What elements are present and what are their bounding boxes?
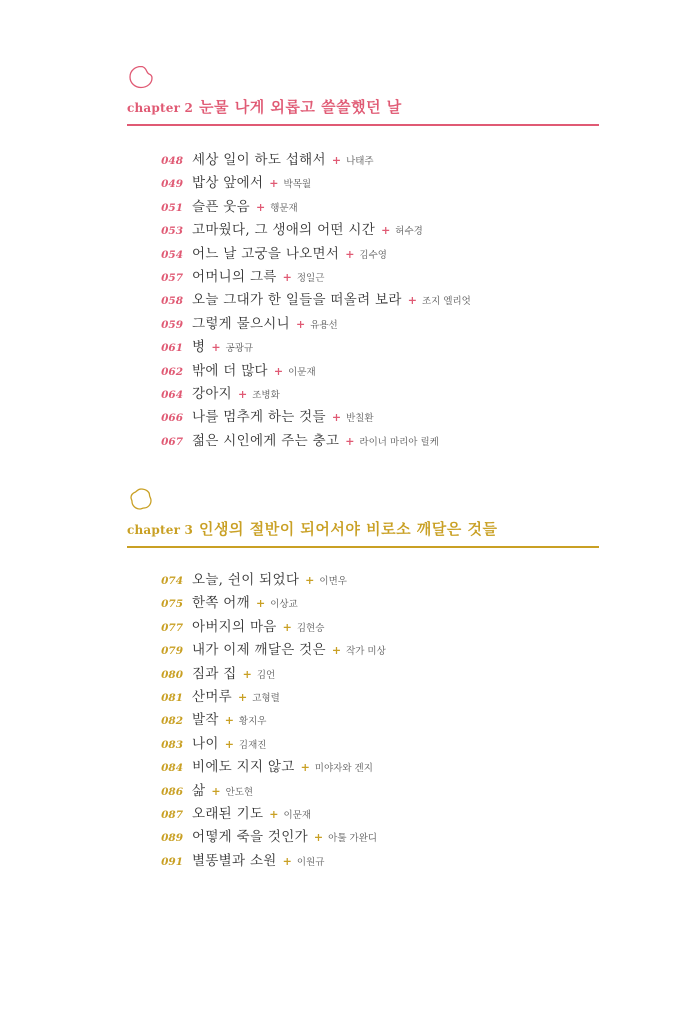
- page-number: 066: [161, 412, 183, 425]
- page-number: 091: [161, 855, 183, 868]
- entry-title: 병: [192, 339, 206, 356]
- entry-title: 나를 멈추게 하는 것들: [192, 409, 326, 426]
- chapter-2-section: [127, 64, 599, 452]
- plus-icon: +: [255, 200, 266, 214]
- plus-icon: +: [331, 644, 342, 658]
- page-number: 082: [161, 715, 183, 728]
- entry-author: 나태주: [346, 156, 374, 167]
- toc-entry[interactable]: [127, 849, 599, 872]
- entry-author: 안도현: [225, 786, 254, 798]
- toc-entry[interactable]: [127, 312, 599, 335]
- page-number: 067: [161, 435, 183, 448]
- plus-icon: +: [282, 270, 292, 284]
- entry-author: 이문재: [283, 809, 312, 821]
- page-number: 080: [161, 668, 183, 681]
- page-number: 086: [161, 785, 183, 798]
- plus-icon: +: [238, 690, 248, 704]
- entry-author: 아툴 가완디: [328, 833, 378, 845]
- plus-icon: +: [224, 737, 234, 751]
- page-number: 058: [161, 295, 183, 308]
- chapter-divider: [127, 546, 599, 548]
- entry-author: 김언: [256, 669, 276, 681]
- entry-title: 어떻게 죽을 것인가: [192, 829, 308, 846]
- toc-entry[interactable]: [127, 382, 599, 405]
- plus-icon: +: [273, 364, 284, 378]
- entry-title: 어머니의 그륵: [192, 268, 277, 285]
- entry-title: 내가 이제 깨달은 것은: [192, 642, 326, 659]
- toc-entry[interactable]: [127, 335, 599, 358]
- entry-title: 젊은 시인에게 주는 충고: [192, 432, 340, 449]
- page-number: 077: [161, 621, 183, 634]
- toc-entry[interactable]: [127, 708, 599, 731]
- entry-author: 이상교: [270, 599, 298, 611]
- plus-icon: +: [224, 714, 234, 728]
- entry-author: 라이너 마리아 릴케: [359, 436, 439, 448]
- toc-entry[interactable]: [127, 779, 599, 802]
- plus-icon: +: [269, 177, 279, 191]
- entry-title: 강아지: [192, 385, 233, 402]
- page-number: 087: [161, 808, 183, 821]
- page-number: 079: [161, 645, 183, 658]
- entry-title: 발작: [192, 712, 219, 729]
- plus-icon: +: [381, 224, 391, 238]
- plus-icon: +: [305, 574, 315, 587]
- entry-title: 고마웠다, 그 생애의 어떤 시간: [192, 222, 376, 239]
- toc-entry[interactable]: [127, 265, 599, 288]
- plus-icon: +: [242, 667, 252, 681]
- flower-circle-icon: [127, 486, 155, 512]
- entry-author: 정일근: [296, 272, 325, 284]
- toc-entry[interactable]: [127, 825, 599, 848]
- entry-author: 작가 미상: [346, 646, 386, 658]
- plus-icon: +: [313, 831, 324, 845]
- entry-title: 그렇게 물으시니: [192, 315, 290, 332]
- page-number: 057: [161, 271, 183, 284]
- toc-entry[interactable]: [127, 218, 599, 241]
- page-number: 062: [161, 365, 183, 378]
- chapter-title: 인생의 절반이 되어서야 비로소 깨달은 것들: [199, 520, 498, 538]
- chapter-2-header: [127, 96, 599, 124]
- chapter-3-section: [127, 486, 599, 872]
- toc-entry[interactable]: [127, 405, 599, 428]
- entry-author: 미야자와 겐지: [314, 763, 373, 775]
- toc-entry[interactable]: [127, 288, 599, 311]
- plus-icon: +: [331, 154, 342, 167]
- entry-title: 별똥별과 소원: [192, 852, 277, 869]
- toc-entry[interactable]: [127, 242, 599, 265]
- toc-entry[interactable]: [127, 755, 599, 778]
- toc-list: [127, 148, 599, 452]
- page-number: 059: [161, 318, 183, 331]
- chapter-label: chapter 3: [127, 523, 194, 537]
- entry-author: 이문재: [288, 366, 316, 378]
- entry-title: 세상 일이 하도 섭해서: [192, 152, 326, 168]
- entry-title: 오늘, 쉰이 되었다: [192, 572, 300, 588]
- entry-title: 밖에 더 많다: [192, 362, 268, 379]
- entry-title: 어느 날 고궁을 나오면서: [192, 245, 340, 262]
- page-number: 083: [161, 738, 183, 751]
- entry-author: 김현승: [296, 622, 325, 634]
- plus-icon: +: [238, 387, 248, 401]
- page-number: 054: [161, 248, 183, 261]
- plus-icon: +: [255, 597, 266, 611]
- page-number: 081: [161, 691, 183, 704]
- page-number: 049: [161, 178, 183, 191]
- entry-author: 유용선: [310, 319, 338, 331]
- entry-author: 허수경: [395, 226, 423, 238]
- entry-author: 김수영: [359, 249, 387, 261]
- plus-icon: +: [300, 761, 310, 775]
- entry-author: 행문재: [270, 202, 298, 214]
- entry-title: 오래된 기도: [192, 805, 264, 822]
- entry-author: 공광규: [225, 343, 254, 355]
- page-number: 051: [161, 201, 183, 214]
- toc-entry[interactable]: [127, 685, 599, 708]
- page-number: 089: [161, 832, 183, 845]
- toc-entry[interactable]: [127, 195, 599, 218]
- plus-icon: +: [211, 341, 221, 355]
- flower-circle-icon: [127, 64, 155, 90]
- page-number: 061: [161, 342, 183, 355]
- entry-title: 삶: [192, 782, 206, 799]
- entry-title: 아버지의 마음: [192, 618, 277, 635]
- entry-title: 오늘 그대가 한 일들을 떠올려 보라: [192, 292, 402, 309]
- entry-author: 이면우: [319, 576, 347, 587]
- toc-entry[interactable]: [127, 615, 599, 638]
- page-number: 084: [161, 762, 183, 775]
- plus-icon: +: [407, 294, 417, 308]
- plus-icon: +: [269, 807, 279, 821]
- toc-entry[interactable]: [127, 591, 599, 614]
- toc-list: [127, 568, 599, 872]
- page-number: 053: [161, 225, 183, 238]
- plus-icon: +: [345, 247, 355, 261]
- plus-icon: +: [331, 411, 342, 425]
- entry-author: 이원규: [296, 856, 325, 868]
- plus-icon: +: [345, 434, 355, 448]
- chapter-title: 눈물 나게 외롭고 쓸쓸했던 날: [199, 98, 402, 116]
- entry-author: 고형렬: [252, 692, 280, 704]
- entry-title: 나이: [192, 735, 219, 752]
- toc-entry[interactable]: [127, 568, 599, 591]
- plus-icon: +: [295, 317, 306, 331]
- plus-icon: +: [211, 784, 221, 798]
- page-number: 074: [161, 575, 183, 587]
- toc-entry[interactable]: [127, 802, 599, 825]
- entry-author: 김재진: [238, 739, 267, 751]
- toc-entry[interactable]: [127, 171, 599, 194]
- entry-author: 조지 엘리엇: [421, 296, 471, 308]
- toc-entry[interactable]: [127, 429, 599, 452]
- toc-entry[interactable]: [127, 638, 599, 661]
- page-number: 064: [161, 388, 183, 401]
- page-number: 048: [161, 155, 183, 167]
- chapter-divider: [127, 124, 599, 126]
- entry-author: 박목월: [283, 179, 312, 191]
- plus-icon: +: [282, 620, 292, 634]
- plus-icon: +: [282, 854, 292, 868]
- entry-title: 짐과 집: [192, 665, 237, 682]
- toc-entry[interactable]: [127, 148, 599, 171]
- page-number: 075: [161, 598, 183, 611]
- entry-title: 밥상 앞에서: [192, 175, 264, 192]
- chapter-3-header: [127, 518, 599, 546]
- entry-author: 반칠환: [346, 413, 374, 425]
- entry-title: 한쪽 어깨: [192, 595, 250, 612]
- entry-author: 조병화: [252, 389, 280, 401]
- entry-author: 황지우: [238, 716, 267, 728]
- toc-entry[interactable]: [127, 359, 599, 382]
- toc-entry[interactable]: [127, 662, 599, 685]
- toc-entry[interactable]: [127, 732, 599, 755]
- entry-title: 비에도 지지 않고: [192, 759, 295, 776]
- chapter-label: chapter 2: [127, 101, 194, 115]
- entry-title: 산머루: [192, 688, 233, 705]
- entry-title: 슬픈 웃음: [192, 198, 250, 215]
